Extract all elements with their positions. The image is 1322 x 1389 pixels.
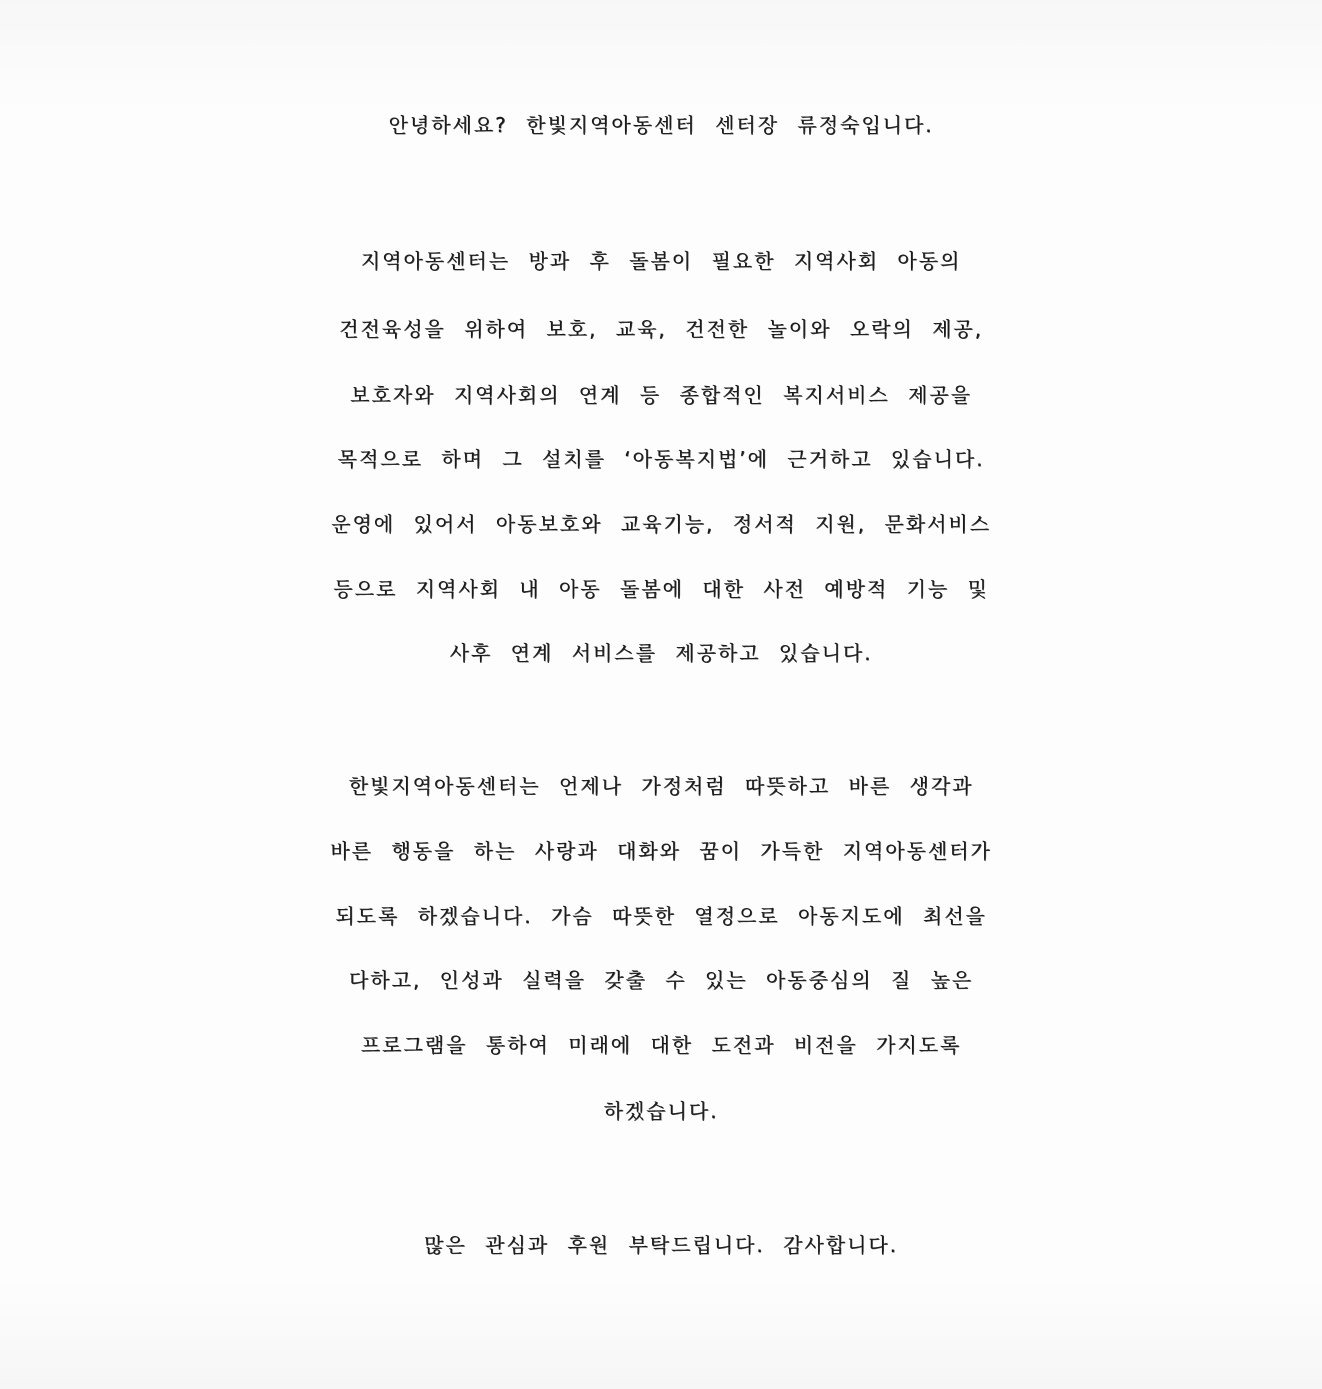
- paragraph2-line-4: 다하고, 인성과 실력을 갖출 수 있는 아동중심의 질 높은: [348, 968, 974, 992]
- paragraph2-line-5: 프로그램을 통하여 미래에 대한 도전과 비전을 가지도록: [360, 1033, 962, 1057]
- paragraph1-line-5: 운영에 있어서 아동보호와 교육기능, 정서적 지원, 문화서비스: [331, 512, 991, 536]
- closing-line: 많은 관심과 후원 부탁드립니다. 감사합니다.: [424, 1233, 898, 1257]
- paragraph2-line-6: 하겠습니다.: [603, 1099, 719, 1123]
- paragraph1-line-7: 사후 연계 서비스를 제공하고 있습니다.: [449, 641, 873, 665]
- paragraph1-line-3: 보호자와 지역사회의 연계 등 종합적인 복지서비스 제공을: [350, 383, 972, 407]
- paragraph1-line-2: 건전육성을 위하여 보호, 교육, 건전한 놀이와 오락의 제공,: [339, 317, 983, 341]
- greeting-line: 안녕하세요? 한빛지역아동센터 센터장 류정숙입니다.: [388, 113, 934, 137]
- paragraph1-line-6: 등으로 지역사회 내 아동 돌봄에 대한 사전 예방적 기능 및: [333, 577, 989, 601]
- paragraph1-line-1: 지역아동센터는 방과 후 돌봄이 필요한 지역사회 아동의: [360, 249, 962, 273]
- paragraph2-line-1: 한빛지역아동센터는 언제나 가정처럼 따뜻하고 바른 생각과: [348, 774, 974, 798]
- paragraph1-line-4: 목적으로 하며 그 설치를 ‘아동복지법’에 근거하고 있습니다.: [337, 447, 985, 471]
- paragraph2-line-2: 바른 행동을 하는 사랑과 대화와 꿈이 가득한 지역아동센터가: [330, 839, 992, 863]
- paragraph2-line-3: 되도록 하겠습니다. 가슴 따뜻한 열정으로 아동지도에 최선을: [335, 904, 987, 928]
